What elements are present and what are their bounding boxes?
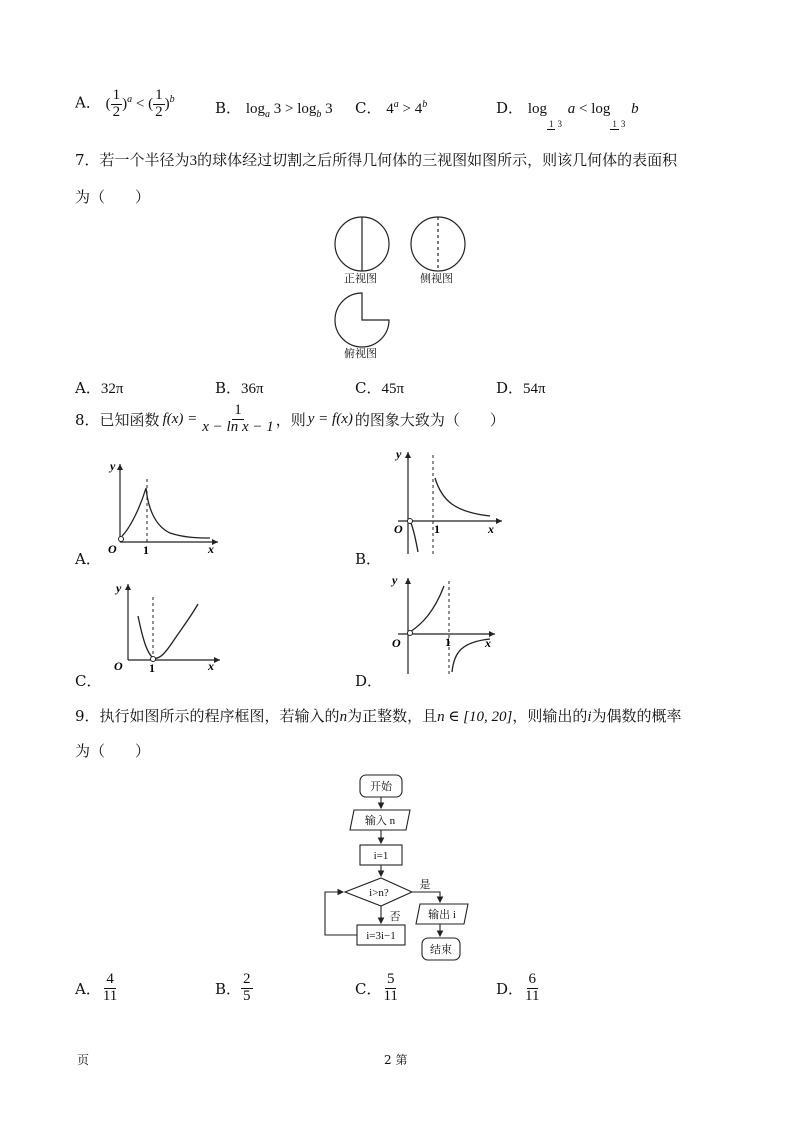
frac-den: 3 xyxy=(620,119,626,129)
q7-option-c xyxy=(355,377,404,398)
y-axis-label: y xyxy=(392,573,398,587)
origin-label: O xyxy=(114,659,123,673)
q9-flowchart xyxy=(320,770,480,970)
question-number: 7． xyxy=(75,151,100,169)
yes-label: 是 xyxy=(419,879,431,891)
operator: < xyxy=(135,95,145,112)
option-letter: A． xyxy=(75,379,101,397)
question-text: 为正整数，且 xyxy=(347,707,438,725)
tick-label-1: 1 xyxy=(434,522,440,536)
frac-den: 5 xyxy=(243,987,251,1004)
q9-stem-line2 xyxy=(75,740,150,761)
x-axis-label: x xyxy=(485,636,491,650)
option-value: 54π xyxy=(523,381,546,397)
question-text: 为偶数的概率 xyxy=(591,707,682,725)
decision-label: i>n? xyxy=(369,887,389,899)
option-letter: B． xyxy=(215,379,242,397)
frac-den: 11 xyxy=(102,987,118,1004)
x-axis-label: x xyxy=(208,542,214,556)
operator: < xyxy=(578,101,588,117)
option-letter: C． xyxy=(355,379,382,397)
frac-num: 5 xyxy=(386,971,395,987)
graph-expression: y = f(x) xyxy=(307,410,353,427)
frac-den: 11 xyxy=(525,987,540,1004)
frac-den: 3 xyxy=(557,119,562,129)
q9-option-c xyxy=(355,972,400,1005)
q7-stem-line2 xyxy=(75,186,150,207)
q9-option-a xyxy=(75,972,119,1005)
side-view xyxy=(411,217,465,271)
origin-label: O xyxy=(394,522,403,536)
frac-den: 2 xyxy=(112,103,121,120)
log-arg: a xyxy=(567,101,576,117)
frac-den: 2 xyxy=(155,103,163,120)
y-axis-label: y xyxy=(396,447,402,461)
q8-graph-d xyxy=(390,572,500,678)
option-letter: D． xyxy=(496,99,524,117)
side-view-caption: 侧视图 xyxy=(420,272,453,285)
top-view-caption: 俯视图 xyxy=(344,347,377,360)
y-axis-label: y xyxy=(116,581,122,595)
question-text: 若一个半径为 xyxy=(99,151,190,169)
option-letter: D． xyxy=(496,979,524,998)
question-text: 的图象大致为（ ） xyxy=(354,410,505,429)
frac-num: 1 xyxy=(155,87,163,103)
question-text: 的球体经过切割之后所得几何体的三视图如图所示，则该几何体的表面积 xyxy=(197,151,678,169)
exponent: a xyxy=(393,99,399,110)
option-letter: B． xyxy=(215,99,242,117)
q9-option-b xyxy=(215,972,253,1005)
q6-option-c xyxy=(355,97,427,118)
variable-i: i xyxy=(587,709,592,725)
q6-option-b xyxy=(215,97,333,120)
power-base: 4 xyxy=(386,101,394,117)
q7-option-b xyxy=(215,377,264,398)
frac-num: 6 xyxy=(528,971,536,987)
log-base: a xyxy=(264,109,270,120)
q9-option-d xyxy=(496,972,541,1005)
q8-graph-a xyxy=(100,458,225,558)
q7-option-a xyxy=(75,377,123,398)
tick-label-1: 1 xyxy=(445,635,451,649)
operator: > xyxy=(402,101,411,117)
option-letter: B． xyxy=(215,979,242,998)
front-view xyxy=(335,217,389,271)
power-base: 4 xyxy=(414,101,423,117)
frac-den: 11 xyxy=(383,987,398,1004)
option-letter: A． xyxy=(75,979,101,998)
update-label: i=3i−1 xyxy=(366,930,396,942)
option-value: 32π xyxy=(100,381,124,397)
option-letter: C． xyxy=(355,979,382,998)
option-letter: D． xyxy=(496,379,524,397)
exponent: b xyxy=(169,93,175,105)
option-value: 45π xyxy=(381,381,405,397)
q8-stem xyxy=(75,403,505,436)
x-axis-label: x xyxy=(208,659,214,673)
start-label: 开始 xyxy=(370,781,392,793)
end-label: 结束 xyxy=(430,944,452,956)
tick-label-1: 1 xyxy=(149,661,155,674)
question-number: 9． xyxy=(75,707,100,725)
log-base: b xyxy=(316,109,322,120)
q8-option-c-label: C． xyxy=(75,672,102,690)
q8-option-d-label: D． xyxy=(355,672,383,690)
no-label: 否 xyxy=(389,911,401,923)
question-text: 为（ ） xyxy=(75,742,151,760)
q7-stem-line1 xyxy=(75,149,677,170)
operator: > xyxy=(284,101,294,117)
function-name: f(x) = xyxy=(162,410,198,427)
option-letter: C． xyxy=(355,99,382,117)
frac-num: 1 xyxy=(548,119,554,129)
frac-den: x − ln x − 1 xyxy=(202,418,274,435)
y-axis-label: y xyxy=(110,459,116,473)
output-label: 输出 i xyxy=(428,909,456,921)
log-arg: 3 xyxy=(273,101,282,117)
option-letter: A． xyxy=(75,93,101,112)
tick-label-1: 1 xyxy=(143,543,149,557)
frac-num: 4 xyxy=(106,971,114,987)
q9-stem-line1 xyxy=(75,705,682,726)
question-number: 8． xyxy=(75,410,100,429)
question-text: ，则输出的 xyxy=(512,707,588,725)
q8-graph-c xyxy=(110,580,225,674)
origin-label: O xyxy=(392,636,401,650)
q8-option-b-label: B． xyxy=(355,550,382,568)
variable-n: n xyxy=(339,709,348,725)
q6-option-a: A． ( $\frac{1}{2}$ )$^a$ < ( $\frac{1}{2}$ )$^b$ xyxy=(75,87,175,120)
question-text: 已知函数 xyxy=(99,410,160,429)
question-text: 执行如图所示的程序框图，若输入的 xyxy=(99,707,340,725)
frac-num: 2 xyxy=(243,971,251,987)
log-arg: b xyxy=(631,101,639,117)
condition: n ∈ [10, 20] xyxy=(437,709,513,725)
front-view-caption: 正视图 xyxy=(344,272,377,285)
x-axis-label: x xyxy=(488,522,494,536)
q8-graph-b xyxy=(390,446,515,558)
input-label: 输入 n xyxy=(364,815,396,827)
option-value: 36π xyxy=(241,381,264,397)
init-label: i=1 xyxy=(373,850,389,862)
frac-num: 1 xyxy=(112,87,121,103)
exponent: b xyxy=(422,99,428,110)
footer-left: 页 xyxy=(77,1053,90,1067)
log: log xyxy=(297,101,317,117)
q6-option-d xyxy=(496,97,639,129)
exponent: a xyxy=(127,93,133,105)
q7-option-d xyxy=(496,377,546,398)
function-fraction xyxy=(200,403,275,436)
radius-value: 3 xyxy=(189,153,198,169)
question-text: ，则 xyxy=(275,410,306,429)
question-text: 为（ ） xyxy=(75,188,151,206)
log: log xyxy=(245,101,265,117)
log: log xyxy=(591,101,611,117)
log: log xyxy=(527,101,547,117)
log-arg: 3 xyxy=(325,101,333,117)
footer-page-number: 2 第 xyxy=(384,1053,408,1067)
q8-option-a-label: A． xyxy=(75,550,101,568)
frac-num: 1 xyxy=(612,119,617,129)
top-view xyxy=(335,293,389,347)
frac-num: 1 xyxy=(234,402,242,418)
origin-label: O xyxy=(108,542,117,556)
